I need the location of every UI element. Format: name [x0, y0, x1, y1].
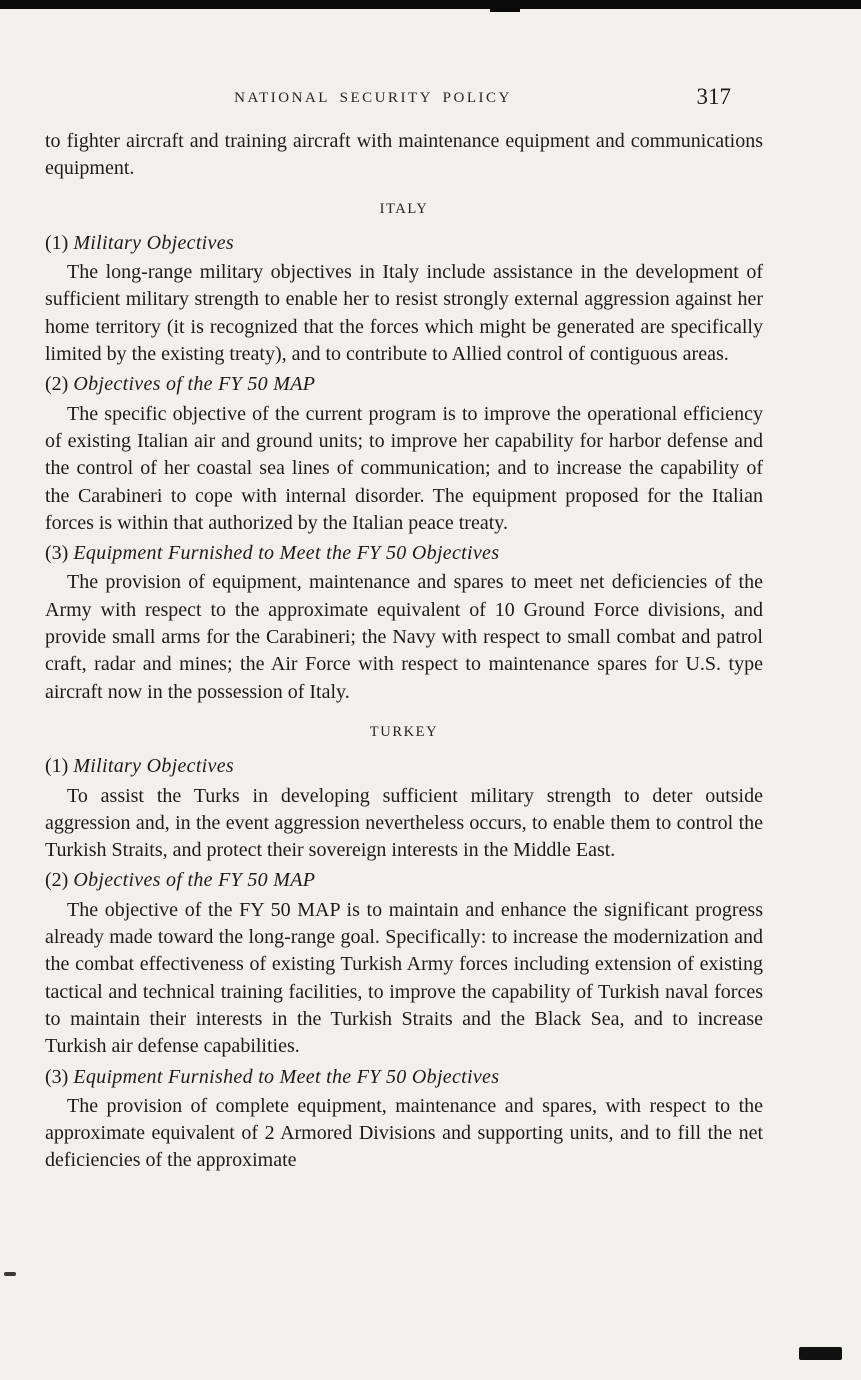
item-number: (3) — [45, 1065, 74, 1088]
scan-artifact-bottom-mark — [799, 1347, 842, 1360]
item-title: Objectives of the FY 50 MAP — [73, 373, 316, 396]
page-header — [45, 84, 761, 114]
running-title: NATIONAL SECURITY POLICY — [234, 90, 512, 106]
paragraph: The provision of complete equipment, maintenance and spares, with respect to the approximate equivalent of 2 Armored Divisions and supporting units, and to fill the net deficiencies of the approximate — [45, 1094, 763, 1172]
paragraph: The provision of equipment, maintenance and spares to meet net deficiencies of the Army with respect to the approximate equivalent of 10 Ground Force divisions, and provide small arms for the Carabineri; the Navy with respect to small combat and patrol craft, radar and mines; the Air Force with respect to maintenance spares for U.S. type aircraft now in the possession of Italy. — [45, 571, 763, 703]
item-title: Military Objectives — [73, 231, 234, 254]
item-title: Objectives of the FY 50 MAP — [73, 869, 316, 892]
paragraph: The long-range military objectives in Italy include assistance in the development of sufficient military strength to enable her to resist strongly external aggression against her home territory (it is recognized that the forces which might be generated are specifically limited by the existing treaty), and to contribute to Allied control of contiguous areas. — [45, 261, 763, 366]
item-title: Equipment Furnished to Meet the FY 50 Objectives — [73, 542, 500, 565]
paragraph: The specific objective of the current program is to improve the operational efficiency of existing Italian air and ground units; to improve her capability for harbor defense and the control of her coastal sea lines of communication; and to increase the capability of the Carabineri to cope with internal disorder. The equipment proposed for the Italian forces is within that authorized by the Italian peace treaty. — [45, 402, 763, 534]
item-heading — [45, 230, 763, 257]
item-number: (3) — [45, 542, 74, 565]
item-number: (1) — [45, 231, 74, 254]
sections-container — [45, 196, 763, 1175]
item-number: (2) — [45, 373, 74, 396]
section-heading: TURKEY — [369, 723, 439, 740]
item-title: Military Objectives — [73, 755, 234, 778]
scan-artifact-top-bar — [0, 0, 861, 9]
item-heading — [45, 1064, 763, 1091]
continued-paragraph: to fighter aircraft and training aircraft with maintenance equipment and communications equipment. — [45, 130, 763, 180]
item-heading — [45, 540, 763, 567]
page-content — [45, 128, 763, 1175]
paragraph: The objective of the FY 50 MAP is to maintain and enhance the significant progress already made toward the long-range goal. Specifically: to increase the modernization and the combat effectiveness of existing Turkish Army forces including extension of existing tactical and technical training facilities, to improve the capability of Turkish naval forces to maintain their interests in the Turkish Straits and the Black Sea, and to increase Turkish air defense capabilities. — [45, 898, 763, 1058]
item-title: Equipment Furnished to Meet the FY 50 Objectives — [73, 1065, 500, 1088]
item-number: (1) — [45, 755, 74, 778]
item-heading — [45, 867, 763, 894]
scan-artifact-left-mark — [4, 1272, 16, 1276]
item-heading — [45, 753, 763, 780]
page-number: 317 — [696, 84, 731, 109]
item-heading — [45, 371, 763, 398]
item-number: (2) — [45, 869, 74, 892]
section-heading: ITALY — [379, 200, 429, 217]
paragraph: To assist the Turks in developing sufficient military strength to deter outside aggression and, in the event aggression nevertheless occurs, to enable them to control the Turkish Straits, and protect their sovereign interests in the Middle East. — [45, 784, 763, 862]
